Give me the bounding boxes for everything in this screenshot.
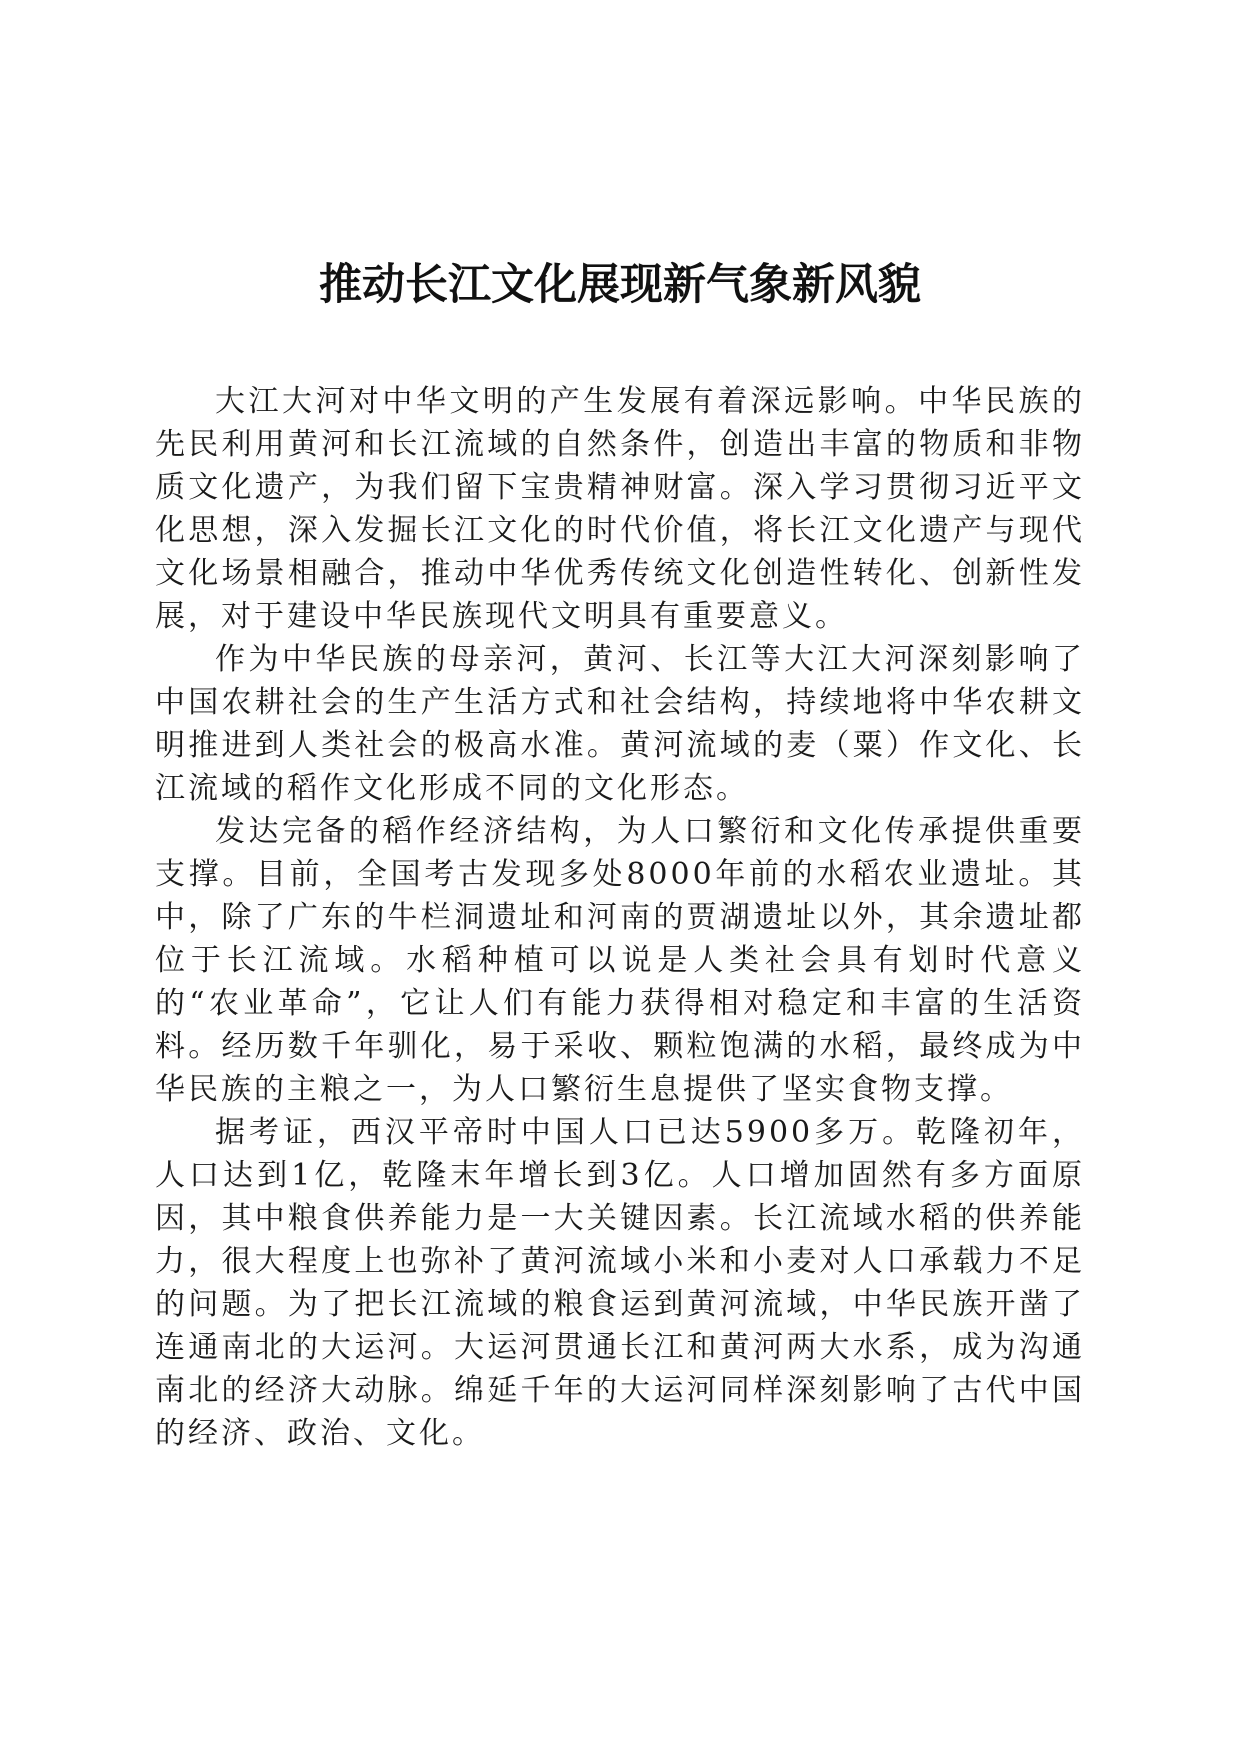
- paragraph: 发达完备的稻作经济结构，为人口繁衍和文化传承提供重要支撑。目前，全国考古发现多处8000年前的水稻农业遗址。其中，除了广东的牛栏洞遗址和河南的贾湖遗址以外，其余遗址都位于长江流域。水稻种植可以说是人类社会具有划时代意义的“农业革命”，它让人们有能力获得相对稳定和丰富的生活资料。经历数千年驯化，易于采收、颗粒饱满的水稻，最终成为中华民族的主粮之一，为人口繁衍生息提供了坚实食物支撑。: [155, 814, 1085, 1107]
- document-title: 推动长江文化展现新气象新风貌: [319, 260, 921, 310]
- document-body: [155, 380, 1085, 1455]
- paragraph: 大江大河对中华文明的产生发展有着深远影响。中华民族的先民利用黄河和长江流域的自然条件，创造出丰富的物质和非物质文化遗产，为我们留下宝贵精神财富。深入学习贯彻习近平文化思想，深入发掘长江文化的时代价值，将长江文化遗产与现代文化场景相融合，推动中华优秀传统文化创造性转化、创新性发展，对于建设中华民族现代文明具有重要意义。: [155, 384, 1085, 634]
- paragraph: 据考证，西汉平帝时中国人口已达5900多万。乾隆初年，人口达到1亿，乾隆末年增长到3亿。人口增加固然有多方面原因，其中粮食供养能力是一大关键因素。长江流域水稻的供养能力，很大程度上也弥补了黄河流域小米和小麦对人口承载力不足的问题。为了把长江流域的粮食运到黄河流域，中华民族开凿了连通南北的大运河。大运河贯通长江和黄河两大水系，成为沟通南北的经济大动脉。绵延千年的大运河同样深刻影响了古代中国的经济、政治、文化。: [155, 1115, 1085, 1451]
- paragraph: 作为中华民族的母亲河，黄河、长江等大江大河深刻影响了中国农耕社会的生产生活方式和社会结构，持续地将中华农耕文明推进到人类社会的极高水准。黄河流域的麦（粟）作文化、长江流域的稻作文化形成不同的文化形态。: [155, 642, 1085, 806]
